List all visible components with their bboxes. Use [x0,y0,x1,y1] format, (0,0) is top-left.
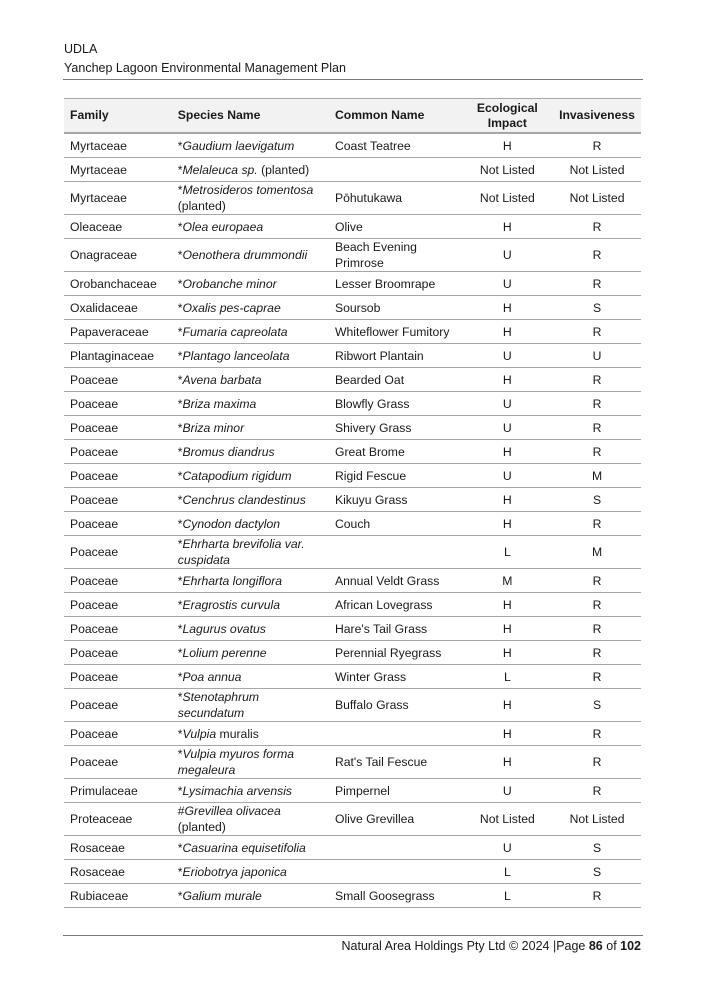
cell-species: *Olea europaea [172,215,329,239]
cell-invasiveness: R [553,641,641,665]
cell-ecological-impact: U [462,779,553,803]
cell-invasiveness: U [553,344,641,368]
cell-family: Poaceae [64,722,172,746]
cell-common-name: Coast Teatree [329,133,462,158]
table-row [64,344,641,368]
cell-invasiveness: R [553,320,641,344]
cell-ecological-impact: L [462,665,553,689]
cell-ecological-impact: L [462,884,553,908]
cell-ecological-impact: U [462,392,553,416]
cell-ecological-impact: H [462,133,553,158]
table-row [64,779,641,803]
cell-invasiveness: S [553,836,641,860]
cell-common-name: Perennial Ryegrass [329,641,462,665]
table-row [64,182,641,215]
cell-species: *Cenchrus clandestinus [172,488,329,512]
cell-invasiveness: M [553,536,641,569]
cell-ecological-impact: H [462,488,553,512]
cell-family: Poaceae [64,368,172,392]
cell-ecological-impact: H [462,746,553,779]
table-row [64,722,641,746]
cell-invasiveness: R [553,215,641,239]
table-row [64,416,641,440]
cell-invasiveness: S [553,488,641,512]
cell-species: *Briza minor [172,416,329,440]
cell-common-name: Hare's Tail Grass [329,617,462,641]
table-row [64,392,641,416]
col-header-invasiveness: Invasiveness [559,108,635,122]
cell-species: *Casuarina equisetifolia [172,836,329,860]
table-row [64,746,641,779]
cell-family: Papaveraceae [64,320,172,344]
cell-species: *Metrosideros tomentosa (planted) [172,182,329,215]
cell-family: Poaceae [64,689,172,722]
cell-species: *Oenothera drummondii [172,239,329,272]
table-row [64,860,641,884]
cell-invasiveness: Not Listed [553,182,641,215]
cell-family: Poaceae [64,488,172,512]
cell-family: Orobanchaceae [64,272,172,296]
cell-common-name [329,722,462,746]
cell-species: *Lysimachia arvensis [172,779,329,803]
cell-ecological-impact: U [462,464,553,488]
cell-family: Myrtaceae [64,158,172,182]
cell-ecological-impact: H [462,296,553,320]
cell-common-name: Small Goosegrass [329,884,462,908]
cell-common-name: Whiteflower Fumitory [329,320,462,344]
cell-species: *Gaudium laevigatum [172,133,329,158]
cell-invasiveness: R [553,617,641,641]
table-row [64,239,641,272]
cell-family: Rosaceae [64,860,172,884]
cell-common-name: Rat's Tail Fescue [329,746,462,779]
cell-species: *Avena barbata [172,368,329,392]
cell-ecological-impact: H [462,593,553,617]
page-number: 86 [588,939,603,953]
page-footer: Natural Area Holdings Pty Ltd © 2024 |Page 86 of 102 [341,939,641,953]
table-row [64,158,641,182]
cell-family: Poaceae [64,569,172,593]
table-row [64,133,641,158]
table-row [64,320,641,344]
footer-text: Natural Area Holdings Pty Ltd © 2024 |Page [341,939,589,953]
cell-common-name: Buffalo Grass [329,689,462,722]
cell-ecological-impact: Not Listed [462,182,553,215]
cell-common-name [329,158,462,182]
cell-common-name: Pōhutukawa [329,182,462,215]
cell-species: *Stenotaphrum secundatum [172,689,329,722]
cell-family: Poaceae [64,641,172,665]
footer-divider [63,935,643,936]
cell-invasiveness: R [553,569,641,593]
cell-invasiveness: R [553,440,641,464]
cell-common-name: Kikuyu Grass [329,488,462,512]
cell-common-name: Olive [329,215,462,239]
cell-ecological-impact: M [462,569,553,593]
cell-common-name: African Lovegrass [329,593,462,617]
table-row [64,464,641,488]
cell-common-name: Olive Grevillea [329,803,462,836]
table-row [64,296,641,320]
page-total: 102 [620,939,641,953]
cell-family: Plantaginaceae [64,344,172,368]
cell-common-name [329,860,462,884]
table-row [64,215,641,239]
cell-species: *Oxalis pes-caprae [172,296,329,320]
cell-species: #Grevillea olivacea (planted) [172,803,329,836]
cell-family: Oxalidaceae [64,296,172,320]
col-header-family: Family [70,108,109,122]
header-divider [63,79,643,80]
table-row [64,593,641,617]
cell-common-name: Bearded Oat [329,368,462,392]
cell-invasiveness: R [553,368,641,392]
cell-invasiveness: R [553,746,641,779]
cell-common-name [329,836,462,860]
cell-invasiveness: R [553,665,641,689]
cell-species: *Briza maxima [172,392,329,416]
cell-common-name: Annual Veldt Grass [329,569,462,593]
cell-ecological-impact: H [462,512,553,536]
cell-invasiveness: R [553,272,641,296]
cell-common-name: Blowfly Grass [329,392,462,416]
species-table [64,98,641,908]
cell-family: Rosaceae [64,836,172,860]
table-row [64,836,641,860]
table-row [64,665,641,689]
table-row [64,512,641,536]
table-row [64,536,641,569]
cell-family: Poaceae [64,464,172,488]
header-title: Yanchep Lagoon Environmental Management Plan [64,61,346,75]
col-header-ecological-impact: Ecological Impact [476,100,538,130]
cell-invasiveness: R [553,593,641,617]
cell-common-name: Beach Evening Primrose [329,239,462,272]
cell-common-name: Great Brome [329,440,462,464]
cell-family: Poaceae [64,416,172,440]
cell-species: *Vulpia myuros forma megaleura [172,746,329,779]
cell-invasiveness: S [553,689,641,722]
cell-invasiveness: S [553,860,641,884]
cell-species: *Bromus diandrus [172,440,329,464]
table-row [64,272,641,296]
table-row [64,884,641,908]
table-row [64,689,641,722]
cell-species: *Eriobotrya japonica [172,860,329,884]
cell-species: *Eragrostis curvula [172,593,329,617]
cell-family: Poaceae [64,593,172,617]
cell-family: Rubiaceae [64,884,172,908]
cell-ecological-impact: H [462,617,553,641]
cell-ecological-impact: Not Listed [462,803,553,836]
cell-ecological-impact: U [462,416,553,440]
cell-invasiveness: M [553,464,641,488]
table-row [64,641,641,665]
table-row [64,440,641,464]
cell-common-name: Soursob [329,296,462,320]
cell-common-name [329,536,462,569]
cell-ecological-impact: U [462,272,553,296]
cell-ecological-impact: H [462,368,553,392]
cell-invasiveness: R [553,416,641,440]
cell-common-name: Lesser Broomrape [329,272,462,296]
page-header [64,40,346,78]
cell-species: *Poa annua [172,665,329,689]
cell-family: Poaceae [64,392,172,416]
cell-invasiveness: R [553,884,641,908]
cell-species: *Ehrharta brevifolia var. cuspidata [172,536,329,569]
table-row [64,569,641,593]
cell-species: *Catapodium rigidum [172,464,329,488]
cell-ecological-impact: H [462,320,553,344]
cell-species: *Melaleuca sp. (planted) [172,158,329,182]
cell-invasiveness: R [553,392,641,416]
cell-family: Onagraceae [64,239,172,272]
cell-ecological-impact: L [462,536,553,569]
cell-ecological-impact: H [462,215,553,239]
table-row [64,803,641,836]
cell-invasiveness: Not Listed [553,158,641,182]
cell-ecological-impact: H [462,440,553,464]
cell-common-name: Winter Grass [329,665,462,689]
cell-ecological-impact: U [462,344,553,368]
cell-ecological-impact: H [462,722,553,746]
cell-family: Poaceae [64,512,172,536]
cell-common-name: Rigid Fescue [329,464,462,488]
cell-ecological-impact: U [462,239,553,272]
cell-species: *Vulpia muralis [172,722,329,746]
cell-family: Poaceae [64,536,172,569]
cell-ecological-impact: H [462,641,553,665]
cell-invasiveness: R [553,239,641,272]
col-header-species: Species Name [177,108,261,122]
cell-common-name: Shivery Grass [329,416,462,440]
cell-species: *Orobanche minor [172,272,329,296]
table-row [64,368,641,392]
cell-common-name: Couch [329,512,462,536]
table-row [64,617,641,641]
cell-invasiveness: R [553,133,641,158]
cell-species: *Ehrharta longiflora [172,569,329,593]
table-body [64,133,641,908]
table-header-row [64,99,641,134]
cell-invasiveness: S [553,296,641,320]
cell-species: *Galium murale [172,884,329,908]
cell-invasiveness: Not Listed [553,803,641,836]
cell-ecological-impact: H [462,689,553,722]
cell-common-name: Ribwort Plantain [329,344,462,368]
cell-family: Poaceae [64,617,172,641]
cell-family: Poaceae [64,746,172,779]
cell-common-name: Pimpernel [329,779,462,803]
col-header-common: Common Name [334,108,425,122]
cell-ecological-impact: U [462,836,553,860]
header-org: UDLA [64,42,98,56]
cell-species: *Lagurus ovatus [172,617,329,641]
cell-ecological-impact: L [462,860,553,884]
cell-family: Myrtaceae [64,133,172,158]
cell-species: *Fumaria capreolata [172,320,329,344]
cell-family: Myrtaceae [64,182,172,215]
cell-species: *Plantago lanceolata [172,344,329,368]
cell-family: Poaceae [64,440,172,464]
cell-invasiveness: R [553,722,641,746]
cell-family: Proteaceae [64,803,172,836]
cell-invasiveness: R [553,779,641,803]
cell-invasiveness: R [553,512,641,536]
cell-family: Poaceae [64,665,172,689]
cell-family: Primulaceae [64,779,172,803]
cell-ecological-impact: Not Listed [462,158,553,182]
cell-species: *Cynodon dactylon [172,512,329,536]
cell-species: *Lolium perenne [172,641,329,665]
table-row [64,488,641,512]
cell-family: Oleaceae [64,215,172,239]
